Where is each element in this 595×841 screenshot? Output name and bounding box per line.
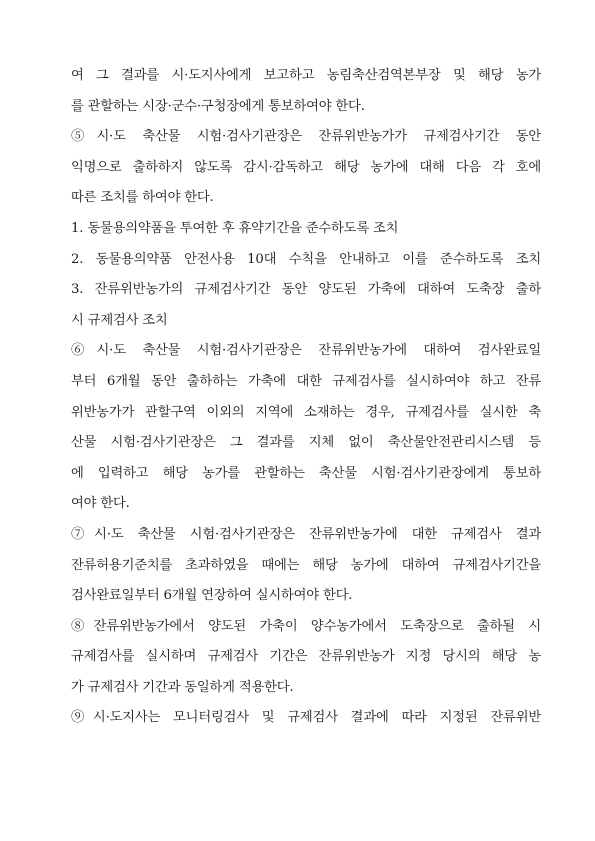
text-line: 에 입력하고 해당 농가를 관할하는 축산물 시험·검사기관장에게 통보하 [71, 465, 541, 481]
text-line: 검사완료일부터 6개월 연장하여 실시하여야 한다. [71, 588, 353, 604]
text-line: 여 그 결과를 시·도지사에게 보고하고 농림축산검역본부장 및 해당 농가 [71, 68, 541, 83]
text-line: ⑧잔류위반농가에서 양도된 가축이 양수농가에서 도축장으로 출하될 시 [71, 618, 541, 634]
text-line: 산물 시험·검사기관장은 그 결과를 지체 없이 축산물안전관리시스템 등 [71, 435, 541, 451]
text-line: 여야 한다. [71, 496, 130, 512]
list-item-1: 1. 동물용의약품을 투여한 후 휴약기간을 준수하도록 조치 [71, 220, 399, 236]
list-item-3-cont: 시 규제검사 조치 [71, 312, 168, 328]
text-line: 가 규제검사 기간과 동일하게 적용한다. [71, 679, 294, 695]
list-item-2: 2. 동물용의약품 안전사용 10대 수칙을 안내하고 이를 준수하도록 조치 [71, 251, 541, 267]
text-line: ⑨시·도지사는 모니터링검사 및 규제검사 결과에 따라 지정된 잔류위반 [71, 710, 541, 726]
text-line: 잔류허용기준치를 초과하였을 때에는 해당 농가에 대하여 규제검사기간을 [71, 557, 541, 573]
document-body [71, 61, 541, 734]
text-line: 를 관할하는 시장·군수·구청장에게 통보하여야 한다. [71, 98, 365, 114]
text-line: ⑥시·도 축산물 시험·검사기관장은 잔류위반농가에 대하여 검사완료일 [71, 343, 541, 359]
text-line: 따른 조치를 하여야 한다. [71, 190, 214, 206]
text-line: 규제검사를 실시하며 규제검사 기간은 잔류위반농가 지정 당시의 해당 농 [71, 649, 541, 665]
text-line: ⑦시·도 축산물 시험·검사기관장은 잔류위반농가에 대한 규제검사 결과 [71, 526, 541, 542]
text-line: 부터 6개월 동안 출하하는 가축에 대한 규제검사를 실시하여야 하고 잔류 [71, 373, 541, 389]
text-line: ⑤시·도 축산물 시험·검사기관장은 잔류위반농가가 규제검사기간 동안 [71, 129, 541, 145]
list-item-3: 3. 잔류위반농가의 규제검사기간 동안 양도된 가축에 대하여 도축장 출하 [71, 282, 541, 298]
text-line: 익명으로 출하하지 않도록 감시·감독하고 해당 농가에 대해 다음 각 호에 [71, 159, 541, 175]
text-line: 위반농가가 관할구역 이외의 지역에 소재하는 경우, 규제검사를 실시한 축 [71, 404, 541, 420]
